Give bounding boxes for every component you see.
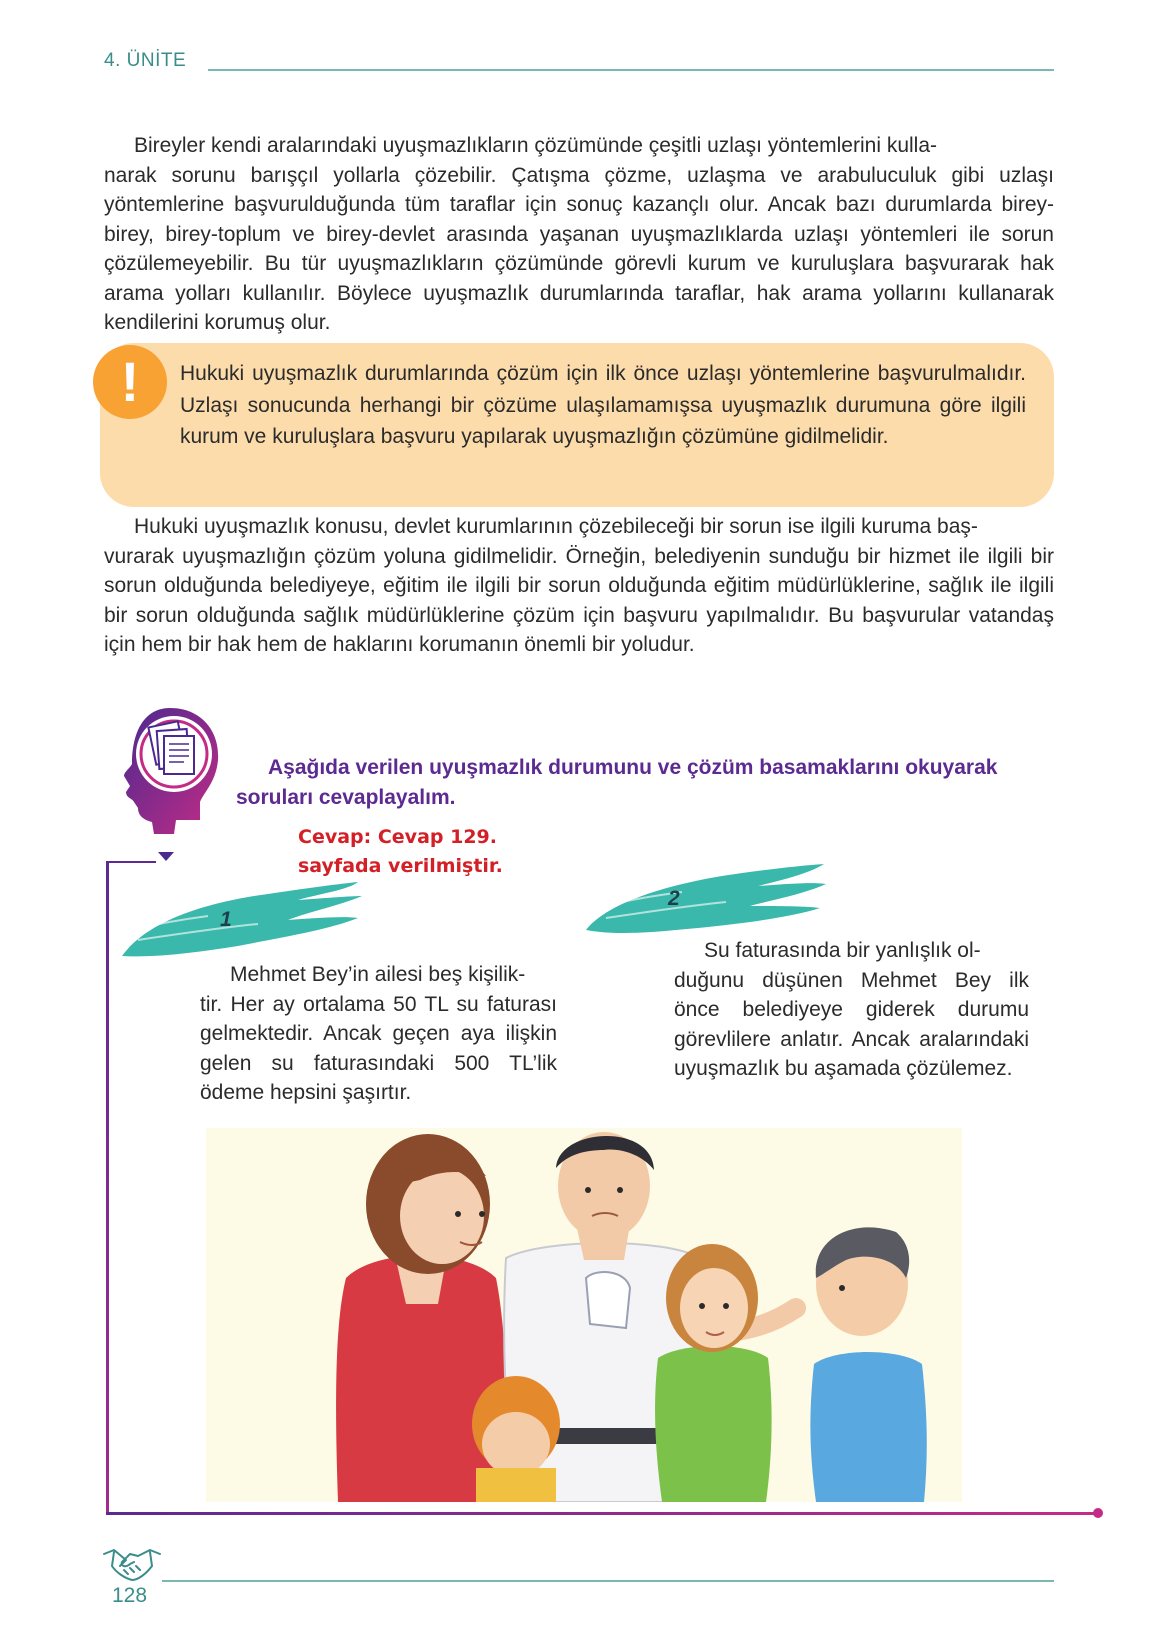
header-rule (208, 69, 1054, 71)
step-1-text (200, 960, 557, 1108)
answer-note (298, 823, 503, 881)
unit-label: 4. ÜNİTE (104, 50, 187, 71)
activity-title-first-line: Aşağıda verilen uyuşmazlık durumunu ve çözüm basamaklarını okuyarak (268, 756, 998, 779)
step-2-brush-stroke (582, 860, 827, 942)
step-1-brush-stroke (118, 880, 363, 962)
frame-left-line (106, 861, 109, 1515)
step-1-rest: tir. Her ay ortalama 50 TL su faturası gelmektedir. Ancak geçen aya ilişkin gelen su faturasındaki 500 TL’lik ödeme hepsini şaşırtır. (200, 992, 557, 1104)
step-2-first-line: Su faturasında bir yanlışlık ol- (704, 939, 981, 962)
second-paragraph-first-line: Hukuki uyuşmazlık konusu, devlet kurumlarının çözebileceği bir sorun ise ilgili kuruma baş- (134, 515, 978, 538)
activity-title-rest: soruları cevaplayalım. (236, 786, 456, 809)
girl-figure (655, 1244, 772, 1502)
step-1-first-line: Mehmet Bey’in ailesi beş kişilik- (230, 963, 526, 986)
intro-paragraph-rest: narak sorunu barışçıl yollarla çözebilir. Çatışma çözme, uzlaşma ve arabuluculuk gibi uzlaşı yöntemlerine başvurulduğunda tüm taraflar için sonuç kazançlı olur. Ancak bazı durumlarda birey-birey, birey-toplum ve birey-devlet arasında yaşanan uyuşmazlıklarda uzlaşı yöntemleri ile sorun çözülemeyebilir. Bu tür uyuşmazlıkların çözümünde görevli kurum ve kuruluşlara başvurarak hak arama yolları kullanılır. Böylece uyuşmazlık durumlarında taraflar, hak arama yollarını kullanarak kendilerini korumuş olur. (104, 163, 1054, 334)
frame-top-line (106, 861, 156, 863)
family-illustration (206, 1128, 962, 1502)
answer-note-line-1: Cevap: Cevap 129. (298, 826, 497, 848)
activity-instructions (236, 753, 1056, 813)
frame-end-dot (1093, 1508, 1103, 1518)
answer-note-line-2: sayfada verilmiştir. (298, 855, 503, 877)
warning-text: Hukuki uyuşmazlık durumlarında çözüm için ilk önce uzlaşı yöntemlerine başvurulmalıdır. Uzlaşı sonucunda herhangi bir çözüme ulaşılamamışsa uyuşmazlık durumuna göre ilgili kurum ve kuruluşlara başvuru yapılarak uyuşmazlığın çözümüne gidilmelidir. (180, 362, 1026, 448)
second-paragraph-rest: vurarak uyuşmazlığın çözüm yoluna gidilmelidir. Örneğin, belediyenin sunduğu bir hizmet ile ilgili bir sorun olduğunda belediyeye, eğitim ile ilgili bir sorun olduğunda eğitim müdürlüklerine, sağlık ile ilgili bir sorun olduğunda sağlık müdürlüklerine çözüm için başvuru yapılmalıdır. Bu başvurular vatandaş için hem bir hak hem de haklarını korumanın önemli bir yoludur. (104, 544, 1054, 656)
second-paragraph (104, 512, 1054, 660)
frame-bottom-line (106, 1512, 1098, 1515)
thinking-head-icon (104, 702, 232, 850)
step-2-text (674, 936, 1029, 1084)
frame-arrow-icon (158, 852, 174, 861)
handshake-icon (102, 1544, 162, 1582)
footer-rule (162, 1580, 1054, 1582)
intro-paragraph-first-line: Bireyler kendi aralarındaki uyuşmazlıkların çözümünde çeşitli uzlaşı yöntemlerini kulla- (134, 134, 938, 157)
page-number: 128 (112, 1584, 148, 1607)
small-boy-figure (472, 1376, 560, 1502)
intro-paragraph (104, 131, 1054, 338)
exclamation-icon: ! (93, 345, 167, 419)
step-2-rest: duğunu düşünen Mehmet Bey ilk önce belediyeye giderek durumu görevlilere anlatır. Ancak aralarındaki uyuşmazlık bu aşamada çözülemez. (674, 968, 1029, 1080)
step-2-number: 2 (668, 887, 680, 910)
step-1-number: 1 (220, 908, 232, 931)
